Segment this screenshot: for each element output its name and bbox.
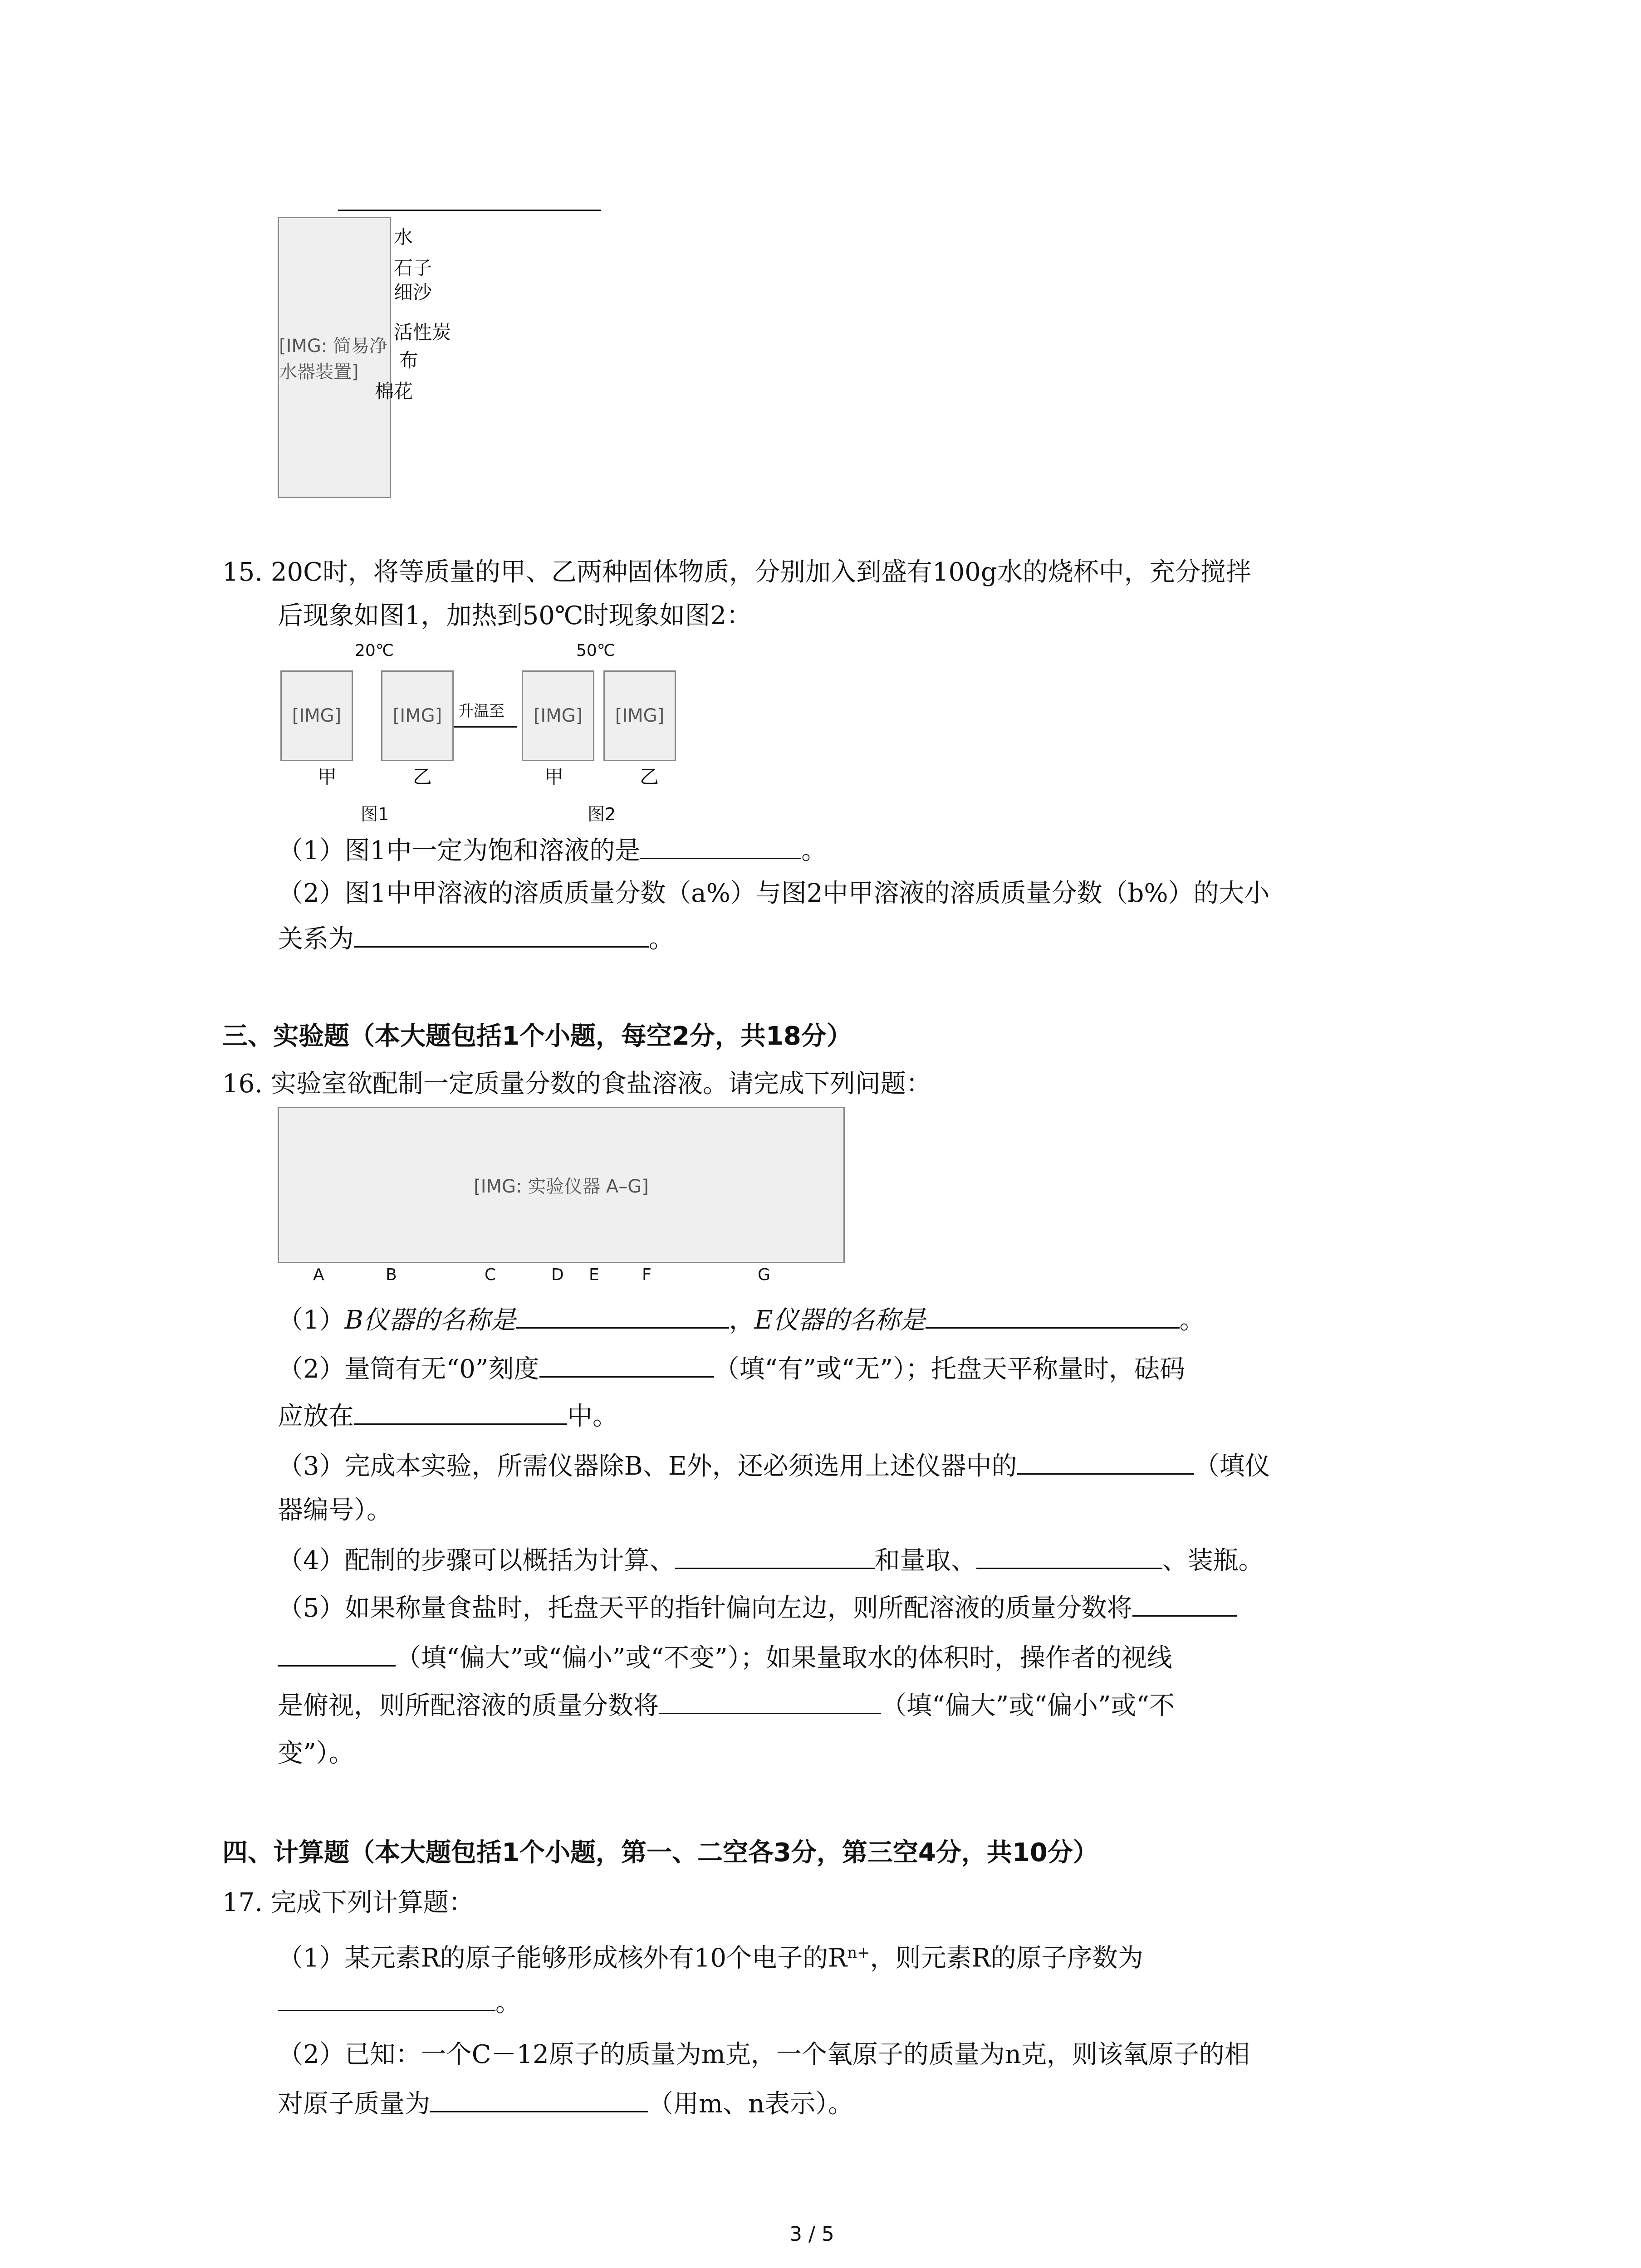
heating-arrow <box>454 726 517 728</box>
heating-arrow-label: 升温至 <box>458 702 505 720</box>
q15-stem-line1: 15. 20C时，将等质量的甲、乙两种固体物质，分别加入到盛有100g水的烧杯中，充分搅拌 <box>222 557 1251 587</box>
page-number: 3 / 5 <box>789 2223 834 2246</box>
label-sand: 细沙 <box>394 281 432 303</box>
fig1-temp: 20℃ <box>355 641 394 660</box>
q17-part2-blank[interactable] <box>430 2086 648 2112</box>
q17-part1-line2: 。 <box>278 1984 521 2021</box>
q16-part5-blank1a[interactable] <box>1132 1590 1237 1617</box>
fig2-caption: 图2 <box>588 804 616 824</box>
q15-part1-blank[interactable] <box>640 832 801 859</box>
apparatus-letter-e: E <box>589 1266 599 1284</box>
fig-label-jia-2: 甲 <box>544 766 564 788</box>
section3-heading: 三、实验题（本大题包括1个小题，每空2分，共18分） <box>222 1022 852 1051</box>
q16-part2-line2: 应放在 中。 <box>278 1398 618 1435</box>
fig-label-yi-1: 乙 <box>413 766 432 788</box>
q16-part5-line4: 变”）。 <box>278 1739 354 1768</box>
q15-part2-line2: 关系为 。 <box>278 921 674 958</box>
beaker-jia-50: [IMG] <box>522 670 594 761</box>
fig-label-jia-1: 甲 <box>318 766 337 788</box>
q15-part2-line1: （2）图1中甲溶液的溶质质量分数（a%）与图2中甲溶液的溶质质量分数（b%）的大小 <box>278 879 1270 908</box>
q16-part4-blank1[interactable] <box>675 1542 875 1569</box>
fig2-temp: 50℃ <box>576 641 616 660</box>
lab-apparatus-figure: [IMG: 实验仪器 A–G] <box>278 1107 845 1263</box>
beaker-yi-50: [IMG] <box>603 670 676 761</box>
beaker-jia-20: [IMG] <box>280 670 353 761</box>
q15-stem-line2: 后现象如图1，加热到50℃时现象如图2： <box>278 601 752 631</box>
apparatus-letter-d: D <box>551 1266 564 1284</box>
q16-part2-line1: （2）量筒有无“0”刻度 （填“有”或“无”）；托盘天平称量时，砝码 <box>278 1351 1185 1388</box>
q16-part4-blank2[interactable] <box>976 1542 1162 1569</box>
water-filter-figure: [IMG: 简易净水器装置] <box>278 217 391 498</box>
q16-part5-line3: 是俯视，则所配溶液的质量分数将 （填“偏大”或“偏小”或“不 <box>278 1687 1175 1724</box>
beaker-yi-20: [IMG] <box>381 670 454 761</box>
apparatus-letter-c: C <box>485 1266 496 1284</box>
q16-part3-line1: （3）完成本实验，所需仪器除B、E外，还必须选用上述仪器中的 （填仪 <box>278 1448 1270 1485</box>
label-activated-carbon: 活性炭 <box>394 321 451 343</box>
q16-part5-blank2[interactable] <box>659 1687 881 1714</box>
q17-part2-line1: （2）已知：一个C－12原子的质量为m克，一个氧原子的质量为n克，则该氧原子的相 <box>278 2040 1250 2069</box>
q17-part1-blank[interactable] <box>278 1984 495 2011</box>
q16-part3-blank[interactable] <box>1017 1448 1194 1475</box>
fig-label-yi-2: 乙 <box>640 766 659 788</box>
section4-heading: 四、计算题（本大题包括1个小题，第一、二空各3分，第三空4分，共10分） <box>222 1838 1098 1867</box>
q17-part1-line1: （1）某元素R的原子能够形成核外有10个电子的$R^{n+}$，则元素R的原子序数为 <box>278 1943 1143 1973</box>
fig1-caption: 图1 <box>361 804 389 824</box>
q15-part2-blank[interactable] <box>354 921 649 948</box>
label-cloth: 布 <box>399 349 419 371</box>
apparatus-letter-b: B <box>386 1266 397 1284</box>
q16-part2-blank2[interactable] <box>354 1398 567 1425</box>
q17-stem: 17. 完成下列计算题： <box>222 1888 474 1917</box>
q16-part3-line2: 器编号）。 <box>278 1496 392 1525</box>
apparatus-letter-g: G <box>758 1266 770 1284</box>
q15-part1: （1）图1中一定为饱和溶液的是 。 <box>278 832 827 869</box>
q16-part5-line1: （5）如果称量食盐时，托盘天平的指针偏向左边，则所配溶液的质量分数将 <box>278 1590 1237 1627</box>
label-cotton: 棉花 <box>375 380 413 402</box>
q16-part5-blank1b[interactable] <box>278 1640 396 1667</box>
label-stones: 石子 <box>394 257 432 279</box>
apparatus-letter-f: F <box>642 1266 652 1284</box>
q16-part4: （4）配制的步骤可以概括为计算、 和量取、 、装瓶。 <box>278 1542 1264 1579</box>
label-water: 水 <box>394 226 413 248</box>
q14-answer-blank[interactable] <box>338 210 601 211</box>
q16-part2-blank1[interactable] <box>539 1351 714 1378</box>
q16-part1-blank-e[interactable] <box>926 1302 1180 1329</box>
apparatus-letter-a: A <box>313 1266 324 1284</box>
q17-part2-line2: 对原子质量为 （用m、n表示）。 <box>278 2086 853 2122</box>
q16-part5-line2: （填“偏大”或“偏小”或“不变”）；如果量取水的体积时，操作者的视线 <box>278 1640 1172 1677</box>
q16-part1: （1）B仪器的名称是 ，E仪器的名称是 。 <box>278 1302 1205 1339</box>
q16-stem: 16. 实验室欲配制一定质量分数的食盐溶液。请完成下列问题： <box>222 1069 931 1099</box>
q16-part1-blank-b[interactable] <box>516 1302 729 1329</box>
